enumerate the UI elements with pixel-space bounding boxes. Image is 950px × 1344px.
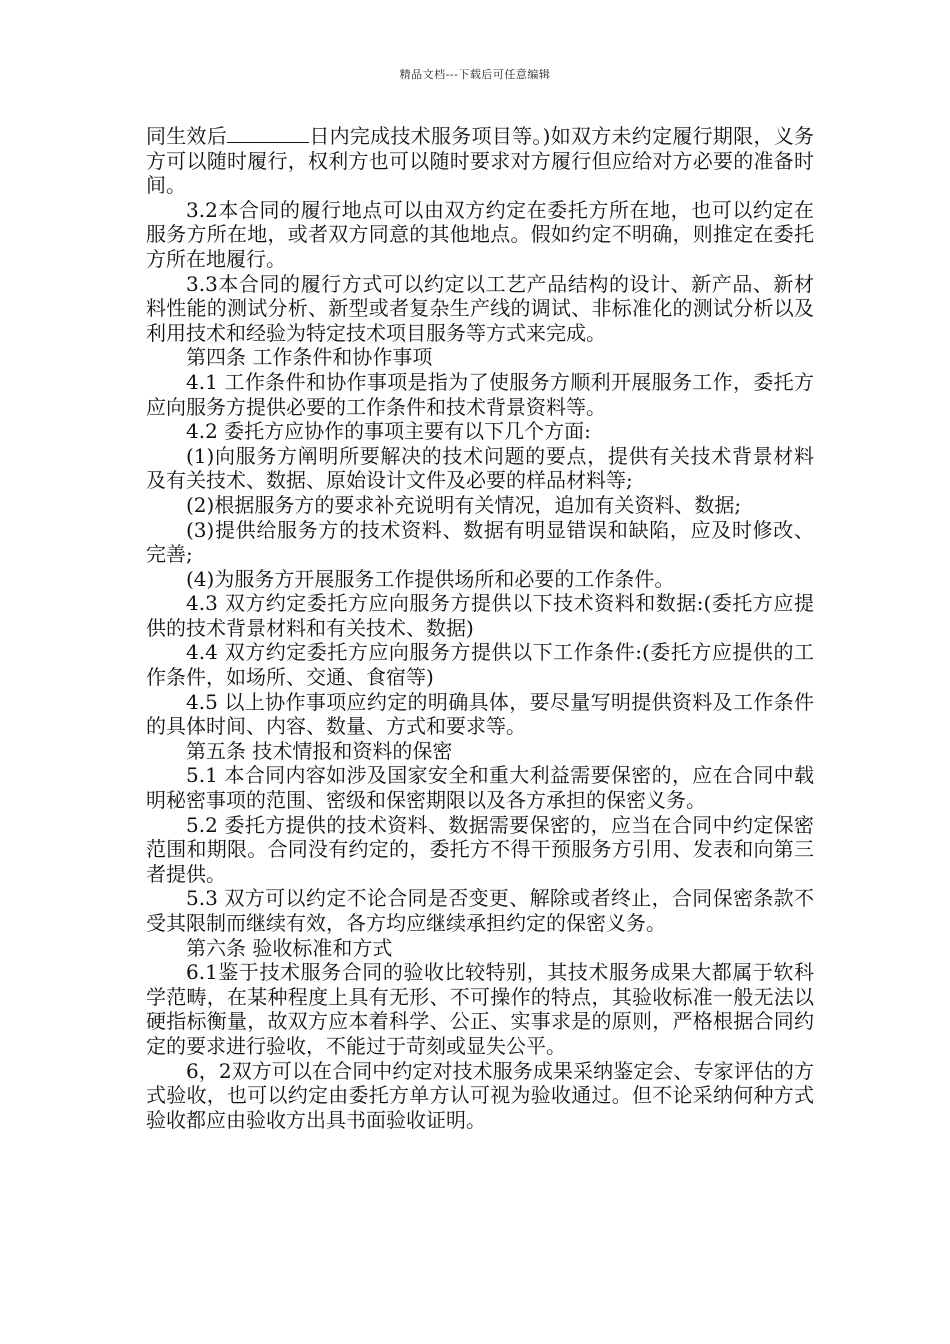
list-item-3: (3)提供给服务方的技术资料、数据有明显错误和缺陷，应及时修改、完善; bbox=[146, 517, 814, 567]
article-5-heading: 第五条 技术情报和资料的保密 bbox=[186, 738, 453, 763]
clause-5-3: 5.3 双方可以约定不论合同是否变更、解除或者终止，合同保密条款不受其限制而继续有效，各方均应继续承担约定的保密义务。 bbox=[146, 886, 814, 935]
clause-3-2: 3.2本合同的履行地点可以由双方约定在委托方所在地，也可以约定在服务方所在地，或者双方同意的其他地点。假如约定不明确，则推定在委托方所在地履行。 bbox=[146, 197, 814, 271]
article-6-heading: 第六条 验收标准和方式 bbox=[186, 935, 393, 960]
list-item-4: (4)为服务方开展服务工作提供场所和必要的工作条件。 bbox=[186, 566, 675, 591]
clause-4-5: 4.5 以上协作事项应约定的明确具体，要尽量写明提供资料及工作条件的具体时间、内容、数量、方式和要求等。 bbox=[146, 689, 814, 739]
clause-4-1: 4.1 工作条件和协作事项是指为了使服务方顺利开展服务工作，委托方应向服务方提供必要的工作条件和技术背景资料等。 bbox=[146, 369, 814, 419]
list-item-1: (1)向服务方阐明所要解决的技术问题的要点，提供有关技术背景材料及有关技术、数据、原始设计文件及必要的样品材料等; bbox=[146, 443, 814, 493]
article-4-heading: 第四条 工作条件和协作事项 bbox=[186, 345, 433, 370]
document-body bbox=[146, 124, 814, 1132]
clause-6-2: 6，2双方可以在合同中约定对技术服务成果采纳鉴定会、专家评估的方式验收，也可以约定由委托方单方认可视为验收通过。但不论采纳何种方式验收都应由验收方出具书面验收证明。 bbox=[146, 1058, 814, 1132]
clause-4-3: 4.3 双方约定委托方应向服务方提供以下技术资料和数据:(委托方应提供的技术背景材料和有关技术、数据) bbox=[146, 591, 814, 640]
paragraph-text: 日内完成技术服务项目等。)如双方未约定履行期限，义务方可以随时履行，权利方也可以随时要求对方履行但应给对方必要的准备时间。 bbox=[146, 124, 814, 198]
clause-5-2: 5.2 委托方提供的技术资料、数据需要保密的，应当在合同中约定保密范围和期限。合同没有约定的，委托方不得干预服务方引用、发表和向第三者提供。 bbox=[146, 812, 814, 886]
list-item-2: (2)根据服务方的要求补充说明有关情况，追加有关资料、数据; bbox=[186, 492, 742, 517]
clause-4-4: 4.4 双方约定委托方应向服务方提供以下工作条件:(委托方应提供的工作条件，如场所、交通、食宿等) bbox=[146, 640, 814, 690]
fill-in-blank bbox=[227, 124, 309, 143]
paragraph-continuation bbox=[146, 124, 814, 198]
clause-6-1: 6.1鉴于技术服务合同的验收比较特别，其技术服务成果大都属于软科学范畴，在某种程度上具有无形、不可操作的特点，其验收标准一般无法以硬指标衡量，故双方应本着科学、公正、实事求是的原则，严格根据合同约定的要求进行验收，不能过于苛刻或显失公平。 bbox=[146, 960, 814, 1058]
clause-3-3: 3.3本合同的履行方式可以约定以工艺产品结构的设计、新产品、新材料性能的测试分析、新型或者复杂生产线的调试、非标准化的测试分析以及利用技术和经验为特定技术项目服务等方式来完成。 bbox=[146, 271, 814, 345]
paragraph-text: 同生效后 bbox=[146, 124, 228, 148]
clause-5-1: 5.1 本合同内容如涉及国家安全和重大利益需要保密的，应在合同中载明秘密事项的范围、密级和保密期限以及各方承担的保密义务。 bbox=[146, 763, 814, 813]
page-header: 精品文档---下载后可任意编辑 bbox=[399, 68, 551, 81]
clause-4-2: 4.2 委托方应协作的事项主要有以下几个方面: bbox=[186, 419, 591, 444]
